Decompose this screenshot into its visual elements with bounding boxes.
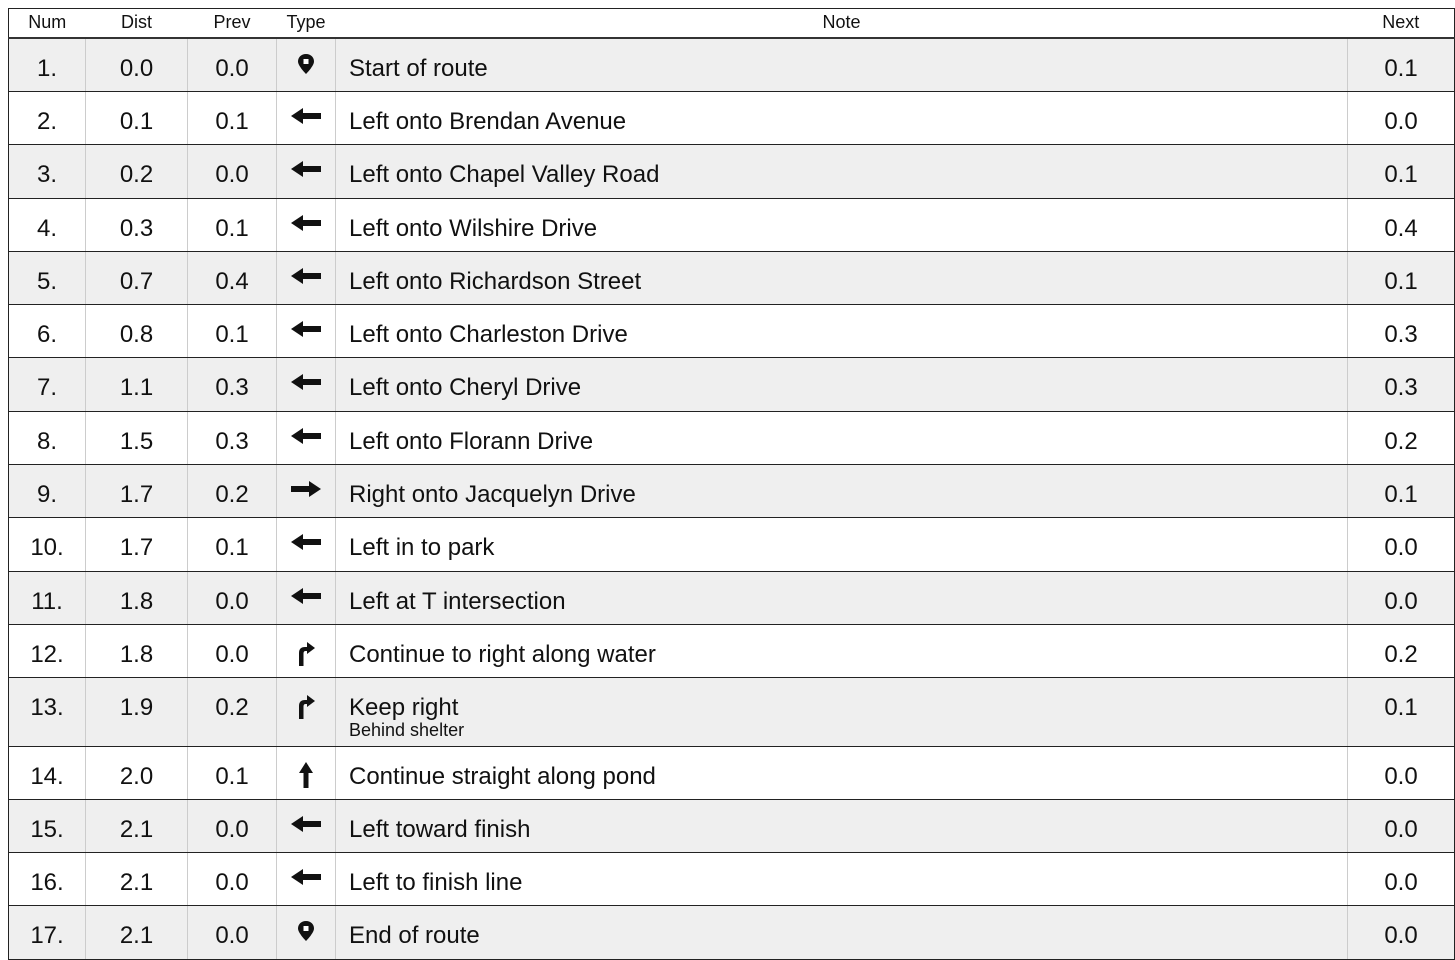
table-row — [9, 624, 1455, 677]
cue-prev: 0.3 — [188, 411, 277, 464]
cue-dist: 1.1 — [86, 357, 188, 411]
cue-next: 0.2 — [1348, 624, 1455, 677]
table-row — [9, 304, 1455, 357]
cue-next: 0.1 — [1348, 677, 1455, 746]
cue-next: 0.1 — [1348, 144, 1455, 198]
cue-note-text: Right onto Jacquelyn Drive — [349, 480, 636, 508]
cue-type — [277, 677, 336, 746]
cue-num: 3. — [9, 144, 86, 198]
arrow-left-icon — [289, 372, 323, 399]
cue-dist: 2.1 — [86, 905, 188, 959]
cue-note-text: End of route — [349, 921, 480, 949]
cue-num: 16. — [9, 852, 86, 905]
cue-next: 0.3 — [1348, 357, 1455, 411]
cue-note — [336, 304, 1348, 357]
cue-next: 0.2 — [1348, 411, 1455, 464]
cue-prev: 0.0 — [188, 571, 277, 624]
cue-prev: 0.2 — [188, 464, 277, 517]
cue-dist: 1.7 — [86, 517, 188, 571]
cue-dist: 0.3 — [86, 198, 188, 251]
arrow-left-icon — [289, 586, 323, 613]
cue-note — [336, 411, 1348, 464]
cue-next: 0.1 — [1348, 38, 1455, 91]
cue-type — [277, 91, 336, 144]
cue-num: 13. — [9, 677, 86, 746]
cue-type — [277, 251, 336, 304]
cue-note — [336, 198, 1348, 251]
cue-prev: 0.1 — [188, 517, 277, 571]
cue-num: 4. — [9, 198, 86, 251]
table-row — [9, 905, 1455, 959]
cue-num: 14. — [9, 746, 86, 799]
cue-type — [277, 411, 336, 464]
cue-num: 10. — [9, 517, 86, 571]
arrow-left-icon — [289, 319, 323, 346]
cue-note — [336, 251, 1348, 304]
cue-sheet-table — [8, 8, 1455, 960]
cue-num: 2. — [9, 91, 86, 144]
cue-dist: 1.7 — [86, 464, 188, 517]
cue-prev: 0.0 — [188, 38, 277, 91]
table-row — [9, 799, 1455, 852]
cue-note-text: Left onto Charleston Drive — [349, 320, 628, 348]
cue-note-subtext: Behind shelter — [349, 719, 465, 740]
header-note: Note — [336, 9, 1348, 39]
cue-note-text: Left onto Florann Drive — [349, 427, 594, 455]
cue-prev: 0.0 — [188, 624, 277, 677]
arrow-left-icon — [289, 814, 323, 841]
arrow-left-icon — [289, 426, 323, 453]
arrow-left-icon — [289, 266, 323, 293]
cue-dist: 0.1 — [86, 91, 188, 144]
cue-note — [336, 746, 1348, 799]
table-row — [9, 198, 1455, 251]
cue-note-text: Left onto Chapel Valley Road — [349, 160, 660, 188]
cue-next: 0.0 — [1348, 571, 1455, 624]
cue-next: 0.3 — [1348, 304, 1455, 357]
cue-note-text: Left at T intersection — [349, 587, 566, 615]
cue-note-text: Continue to right along water — [349, 640, 656, 668]
cue-note-text: Left onto Richardson Street — [349, 267, 642, 295]
cue-next: 0.0 — [1348, 852, 1455, 905]
cue-dist: 2.0 — [86, 746, 188, 799]
cue-prev: 0.2 — [188, 677, 277, 746]
cue-note — [336, 799, 1348, 852]
cue-num: 12. — [9, 624, 86, 677]
cue-prev: 0.1 — [188, 304, 277, 357]
table-row — [9, 571, 1455, 624]
cue-type — [277, 38, 336, 91]
bear-right-icon — [296, 639, 316, 666]
cue-note — [336, 464, 1348, 517]
cue-num: 15. — [9, 799, 86, 852]
table-row — [9, 251, 1455, 304]
cue-type — [277, 624, 336, 677]
cue-dist: 0.7 — [86, 251, 188, 304]
cue-num: 7. — [9, 357, 86, 411]
cue-prev: 0.3 — [188, 357, 277, 411]
cue-note — [336, 38, 1348, 91]
cue-num: 6. — [9, 304, 86, 357]
table-row — [9, 464, 1455, 517]
header-prev: Prev — [188, 9, 277, 39]
table-row — [9, 38, 1455, 91]
cue-note — [336, 677, 1348, 746]
cue-table-body — [9, 38, 1455, 959]
cue-note-text: Left toward finish — [349, 815, 531, 843]
cue-note — [336, 144, 1348, 198]
cue-next: 0.0 — [1348, 905, 1455, 959]
header-type: Type — [277, 9, 336, 39]
arrow-left-icon — [289, 867, 323, 894]
cue-note-text: Left onto Brendan Avenue — [349, 107, 627, 135]
cue-type — [277, 905, 336, 959]
cue-dist: 1.8 — [86, 571, 188, 624]
cue-prev: 0.4 — [188, 251, 277, 304]
cue-num: 1. — [9, 38, 86, 91]
cue-note — [336, 624, 1348, 677]
cue-prev: 0.0 — [188, 799, 277, 852]
cue-type — [277, 571, 336, 624]
table-row — [9, 517, 1455, 571]
cue-next: 0.1 — [1348, 464, 1455, 517]
cue-num: 8. — [9, 411, 86, 464]
cue-note — [336, 357, 1348, 411]
cue-next: 0.0 — [1348, 746, 1455, 799]
cue-type — [277, 357, 336, 411]
cue-note-text: Start of route — [349, 55, 488, 82]
cue-note-text: Left in to park — [349, 533, 495, 561]
cue-note-text: Left onto Cheryl Drive — [349, 373, 582, 401]
table-header-row — [9, 9, 1455, 39]
cue-num: 11. — [9, 571, 86, 624]
cue-prev: 0.1 — [188, 91, 277, 144]
cue-type — [277, 852, 336, 905]
cue-note-text: Continue straight along pond — [349, 762, 656, 790]
cue-note — [336, 905, 1348, 959]
cue-dist: 0.2 — [86, 144, 188, 198]
cue-next: 0.1 — [1348, 251, 1455, 304]
cue-dist: 1.9 — [86, 677, 188, 746]
cue-type — [277, 746, 336, 799]
cue-next: 0.0 — [1348, 517, 1455, 571]
cue-dist: 2.1 — [86, 799, 188, 852]
cue-next: 0.0 — [1348, 799, 1455, 852]
table-row — [9, 91, 1455, 144]
table-row — [9, 677, 1455, 746]
map-pin-icon — [297, 920, 315, 947]
cue-type — [277, 799, 336, 852]
header-next: Next — [1348, 9, 1455, 39]
cue-num: 5. — [9, 251, 86, 304]
table-row — [9, 357, 1455, 411]
arrow-up-icon — [298, 761, 314, 788]
cue-next: 0.0 — [1348, 91, 1455, 144]
cue-note — [336, 91, 1348, 144]
cue-prev: 0.1 — [188, 198, 277, 251]
cue-note-text: Keep right — [349, 693, 459, 721]
cue-note — [336, 571, 1348, 624]
arrow-left-icon — [289, 159, 323, 186]
cue-type — [277, 464, 336, 517]
cue-type — [277, 198, 336, 251]
cue-prev: 0.0 — [188, 144, 277, 198]
table-row — [9, 411, 1455, 464]
cue-dist: 1.8 — [86, 624, 188, 677]
cue-note-text: Left to finish line — [349, 868, 523, 896]
cue-prev: 0.1 — [188, 746, 277, 799]
cue-type — [277, 517, 336, 571]
cue-dist: 0.0 — [86, 38, 188, 91]
cue-type — [277, 304, 336, 357]
arrow-left-icon — [289, 213, 323, 240]
table-row — [9, 144, 1455, 198]
cue-next: 0.4 — [1348, 198, 1455, 251]
bear-right-icon — [296, 692, 316, 719]
header-dist: Dist — [86, 9, 188, 39]
cue-num: 17. — [9, 905, 86, 959]
table-row — [9, 852, 1455, 905]
cue-dist: 2.1 — [86, 852, 188, 905]
cue-note — [336, 852, 1348, 905]
cue-note — [336, 517, 1348, 571]
cue-prev: 0.0 — [188, 905, 277, 959]
arrow-left-icon — [289, 532, 323, 559]
header-num: Num — [9, 9, 86, 39]
cue-dist: 0.8 — [86, 304, 188, 357]
arrow-left-icon — [289, 106, 323, 133]
cue-prev: 0.0 — [188, 852, 277, 905]
cue-note-text: Left onto Wilshire Drive — [349, 214, 598, 242]
cue-num: 9. — [9, 464, 86, 517]
table-row — [9, 746, 1455, 799]
map-pin-icon — [297, 53, 315, 80]
cue-dist: 1.5 — [86, 411, 188, 464]
cue-type — [277, 144, 336, 198]
arrow-right-icon — [289, 479, 323, 506]
